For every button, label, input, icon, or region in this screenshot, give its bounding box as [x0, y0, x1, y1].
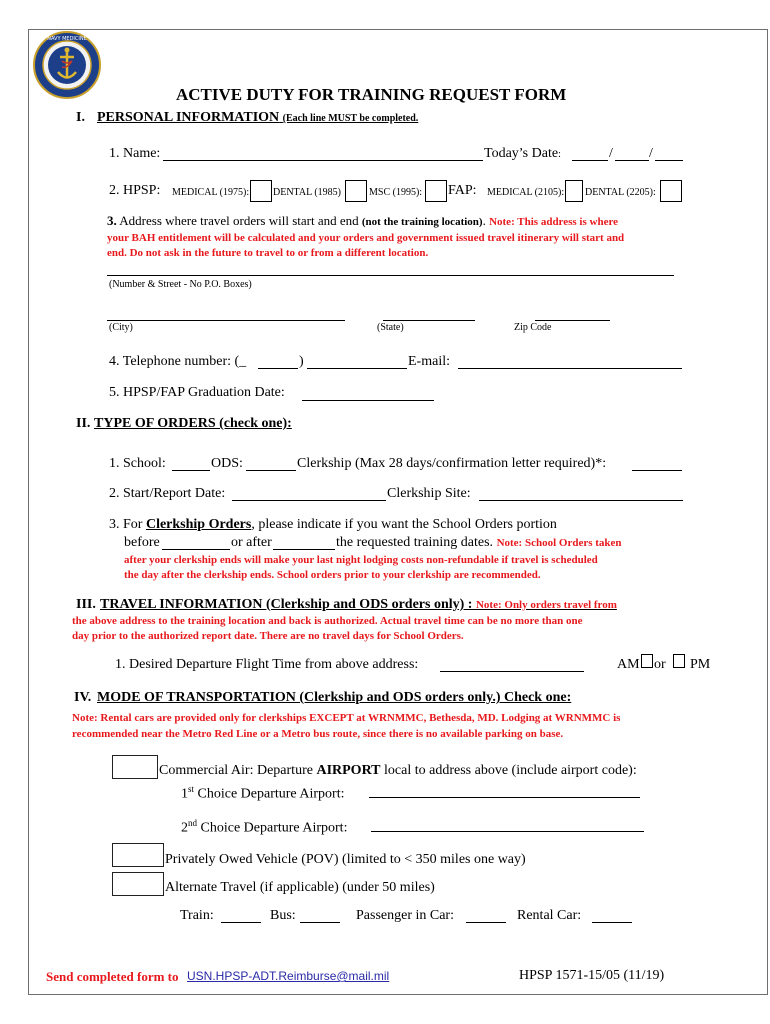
form-title: ACTIVE DUTY FOR TRAINING REQUEST FORM: [176, 85, 567, 104]
section-3-number: III.: [76, 597, 96, 612]
first-choice-airport-field[interactable]: [369, 797, 640, 798]
commercial-air-label: Commercial Air: Departure AIRPORT local to address above (include airport code):: [159, 763, 637, 778]
rental-car-label: Rental Car:: [517, 908, 582, 923]
pm-checkbox[interactable]: [673, 654, 685, 668]
alternate-travel-checkbox[interactable]: [112, 872, 164, 896]
clerkship-site-field[interactable]: [479, 500, 683, 501]
section-2-number: II.: [76, 416, 91, 431]
passenger-in-car-field[interactable]: [466, 922, 506, 923]
section-4-number: IV.: [74, 690, 92, 705]
start-date-field[interactable]: [232, 500, 386, 501]
section-3-note-line-2: the above address to the training location and back is authorized. Actual travel time can be no more than one: [72, 615, 583, 627]
clerkship-site-label: Clerkship Site:: [387, 486, 471, 501]
city-field[interactable]: [107, 320, 345, 321]
form-number: HPSP 1571-15/05 (11/19): [519, 968, 665, 983]
address-note-line-2: your BAH entitlement will be calculated and your orders and government issued travel itinerary will start and: [107, 232, 625, 244]
date-slash-1: /: [609, 146, 613, 161]
school-field[interactable]: [172, 470, 210, 471]
before-field[interactable]: [162, 549, 230, 550]
svg-text:NAVY MEDICINE: NAVY MEDICINE: [47, 36, 87, 42]
before-label: before: [124, 535, 160, 550]
hpsp-msc-checkbox[interactable]: [425, 180, 447, 202]
school-label: 1. School:: [109, 456, 166, 471]
zip-field[interactable]: [535, 320, 610, 321]
telephone-field[interactable]: [307, 368, 407, 369]
item-3-instruction: 3. For Clerkship Orders, please indicate if you want the School Orders portion: [109, 517, 557, 532]
commercial-air-checkbox[interactable]: [112, 755, 158, 779]
address-note-line-3: end. Do not ask in the future to travel to or from a different location.: [107, 247, 429, 259]
section-1-heading: PERSONAL INFORMATION (Each line MUST be completed.: [97, 110, 419, 125]
rental-car-field[interactable]: [592, 922, 632, 923]
state-field[interactable]: [383, 320, 475, 321]
zip-caption: Zip Code: [514, 322, 552, 333]
fap-medical-checkbox[interactable]: [565, 180, 583, 202]
fap-label: FAP:: [448, 183, 477, 198]
departure-time-label: 1. Desired Departure Flight Time from above address:: [115, 657, 419, 672]
fap-dental-label: DENTAL (2205):: [585, 187, 656, 198]
second-choice-airport-label: 2nd Choice Departure Airport:: [181, 818, 348, 836]
bus-field[interactable]: [300, 922, 340, 923]
email-label: E-mail:: [408, 354, 450, 369]
date-month-field[interactable]: [572, 160, 608, 161]
area-code-field[interactable]: [258, 368, 298, 369]
hpsp-label: 2. HPSP:: [109, 183, 161, 198]
section-4-note-line-1: Note: Rental cars are provided only for clerkships EXCEPT at WRNMMC, Bethesda, MD. Lodging at WRNMMC is: [72, 712, 621, 724]
passenger-in-car-label: Passenger in Car:: [356, 908, 454, 923]
email-field[interactable]: [458, 368, 682, 369]
graduation-date-field[interactable]: [302, 400, 434, 401]
section-2-note-line-3: the day after the clerkship ends. School orders prior to your clerkship are recommended.: [124, 569, 541, 581]
departure-time-field[interactable]: [440, 671, 584, 672]
pov-label: Privately Owed Vehicle (POV) (limited to < 350 miles one way): [165, 852, 526, 867]
alternate-travel-label: Alternate Travel (if applicable) (under 50 miles): [165, 880, 435, 895]
hpsp-medical-checkbox[interactable]: [250, 180, 272, 202]
footer-send-label: Send completed form to: [46, 969, 179, 984]
or-label: or: [654, 657, 666, 672]
date-day-field[interactable]: [615, 160, 649, 161]
section-4-heading: MODE OF TRANSPORTATION (Clerkship and ODS orders only.) Check one:: [97, 690, 572, 705]
street-field[interactable]: [107, 275, 674, 276]
hpsp-msc-label: MSC (1995):: [369, 187, 423, 198]
name-label: 1. Name:: [109, 146, 161, 161]
train-field[interactable]: [221, 922, 261, 923]
footer-email-link[interactable]: USN.HPSP-ADT.Reimburse@mail.mil: [187, 969, 390, 983]
after-field[interactable]: [273, 549, 335, 550]
section-3-heading: TRAVEL INFORMATION (Clerkship and ODS orders only) : Note: Only orders travel from: [100, 597, 617, 612]
pm-label: PM: [690, 657, 711, 672]
date-year-field[interactable]: [655, 160, 683, 161]
section-1-number: I.: [76, 110, 85, 125]
second-choice-airport-field[interactable]: [371, 831, 644, 832]
city-caption: (City): [109, 322, 133, 333]
ods-field[interactable]: [246, 470, 296, 471]
street-caption: (Number & Street - No P.O. Boxes): [109, 279, 252, 290]
am-label: AM: [617, 657, 640, 672]
section-4-note-line-2: recommended near the Metro Red Line or a Metro bus route, since there is no available parking on base.: [72, 728, 564, 740]
name-field[interactable]: [163, 160, 483, 161]
pov-checkbox[interactable]: [112, 843, 164, 867]
after-label: or after: [231, 535, 272, 550]
start-date-label: 2. Start/Report Date:: [109, 486, 226, 501]
navy-medicine-seal-logo: [33, 31, 101, 99]
date-slash-2: /: [649, 146, 653, 161]
ods-label: ODS:: [211, 456, 243, 471]
requested-dates-label: the requested training dates. Note: School Orders taken: [336, 535, 622, 550]
bus-label: Bus:: [270, 908, 296, 923]
clerkship-field[interactable]: [632, 470, 682, 471]
am-checkbox[interactable]: [641, 654, 653, 668]
train-label: Train:: [180, 908, 214, 923]
todays-date-label: Today’s Date:: [484, 146, 561, 161]
hpsp-dental-checkbox[interactable]: [345, 180, 367, 202]
first-choice-airport-label: 1st Choice Departure Airport:: [181, 784, 345, 802]
telephone-close-paren: ): [299, 354, 304, 369]
telephone-label: 4. Telephone number: (_: [109, 354, 247, 369]
clerkship-label: Clerkship (Max 28 days/confirmation letter required)*:: [297, 456, 607, 471]
fap-medical-label: MEDICAL (2105):: [487, 187, 565, 198]
state-caption: (State): [377, 322, 404, 333]
section-3-note-line-3: day prior to the authorized report date. There are no travel days for School Orders.: [72, 630, 464, 642]
fap-dental-checkbox[interactable]: [660, 180, 682, 202]
hpsp-medical-label: MEDICAL (1975):: [172, 187, 250, 198]
address-instruction: 3. Address where travel orders will start and end (not the training location). Note: This address is where: [107, 213, 619, 228]
hpsp-dental-label: DENTAL (1985): [273, 187, 341, 198]
section-2-note-line-2: after your clerkship ends will make your last night lodging costs non-refundable if travel is scheduled: [124, 554, 598, 566]
graduation-date-label: 5. HPSP/FAP Graduation Date:: [109, 385, 285, 400]
section-2-heading: TYPE OF ORDERS (check one):: [94, 416, 292, 431]
